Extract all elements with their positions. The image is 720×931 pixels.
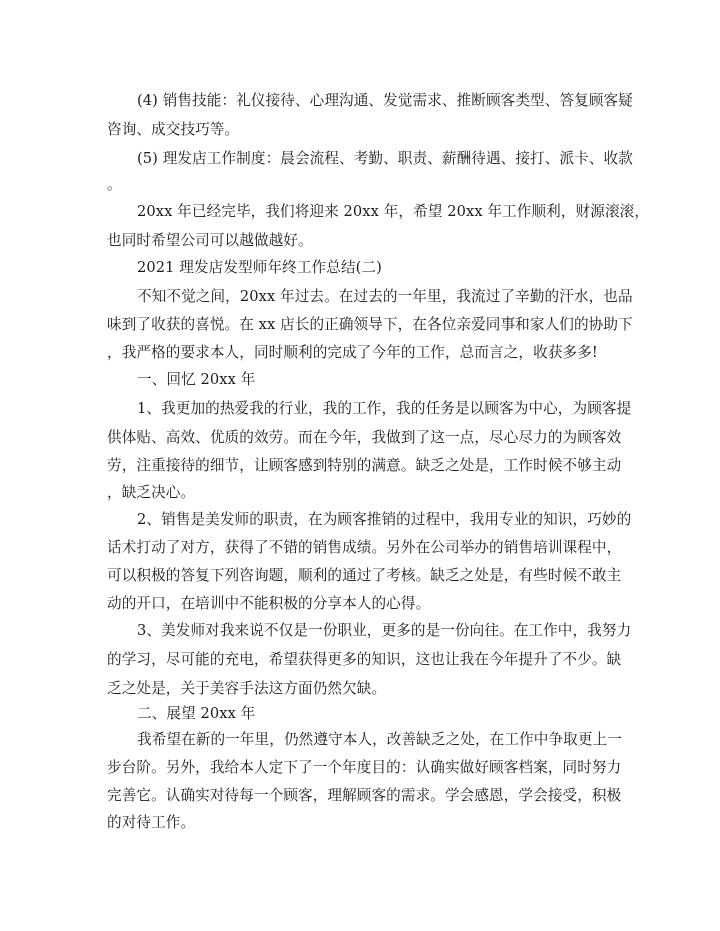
paragraph-line: 的学习，尽可能的充电，希望获得更多的知识，这也让我在今年提升了不少。缺 [107, 651, 622, 668]
paragraph-line: ，我严格的要求本人，同时顺利的完成了今年的工作，总而言之，收获多多! [107, 344, 598, 361]
paragraph-line: ，缺乏决心。 [107, 484, 196, 501]
paragraph-line: 可以积极的答复下列咨询题，顺利的通过了考核。缺乏之处是，有些时候不敢主 [107, 567, 622, 584]
paragraph-line: 步台阶。另外，我给本人定下了一个年度目的：认确实做好顾客档案，同时努力 [107, 759, 622, 776]
section-heading: 一、回忆 20xx 年 [137, 371, 256, 388]
paragraph-line: 味到了收获的喜悦。在 xx 店长的正确领导下，在各位亲爱同事和家人们的协助下 [107, 316, 633, 333]
paragraph-line: 劳，注重接待的细节，让顾客感到特别的满意。缺乏之处是，工作时候不够主动 [107, 457, 622, 474]
paragraph-line: 。 [107, 176, 122, 193]
paragraph-line: 不知不觉之间，20xx 年过去。在过去的一年里，我流过了辛勤的汗水，也品 [137, 288, 633, 305]
paragraph-line: 1、我更加的热爱我的行业，我的工作，我的任务是以顾客为中心，为顾客提 [137, 400, 632, 417]
paragraph-line: 20xx 年已经完毕，我们将迎来 20xx 年，希望 20xx 年工作顺利，财源滚滚， [137, 203, 650, 220]
paragraph-line: 也同时希望公司可以越做越好。 [107, 232, 313, 249]
paragraph-line: 的对待工作。 [107, 814, 196, 831]
paragraph-line: 3、美发师对我来说不仅是一份职业，更多的是一份向往。在工作中，我努力 [137, 622, 632, 639]
paragraph-line: 我希望在新的一年里，仍然遵守本人，改善缺乏之处，在工作中争取更上一 [137, 731, 622, 748]
paragraph-line: (4) 销售技能：礼仪接待、心理沟通、发觉需求、推断顾客类型、答复顾客疑 [137, 92, 633, 109]
paragraph-line: 乏之处是，关于美容手法这方面仍然欠缺。 [107, 680, 387, 697]
paragraph-line: 供体贴、高效、优质的效劳。而在今年，我做到了这一点，尽心尽力的为顾客效 [107, 429, 622, 446]
section-heading: 二、展望 20xx 年 [137, 705, 256, 722]
paragraph-line: 动的开口，在培训中不能积极的分享本人的心得。 [107, 595, 431, 612]
section-title: 2021 理发店发型师年终工作总结(二) [137, 259, 382, 276]
paragraph-line: 咨询、成交技巧等。 [107, 121, 240, 138]
paragraph-line: 完善它。认确实对待每一个顾客，理解顾客的需求。学会感恩，学会接受，积极 [107, 787, 622, 804]
paragraph-line: (5) 理发店工作制度：晨会流程、考勤、职责、薪酬待遇、接打、派卡、收款 [137, 150, 633, 167]
paragraph-line: 话术打动了对方，获得了不错的销售成绩。另外在公司举办的销售培训课程中， [107, 539, 622, 556]
paragraph-line: 2、销售是美发师的职责，在为顾客推销的过程中，我用专业的知识，巧妙的 [137, 511, 632, 528]
